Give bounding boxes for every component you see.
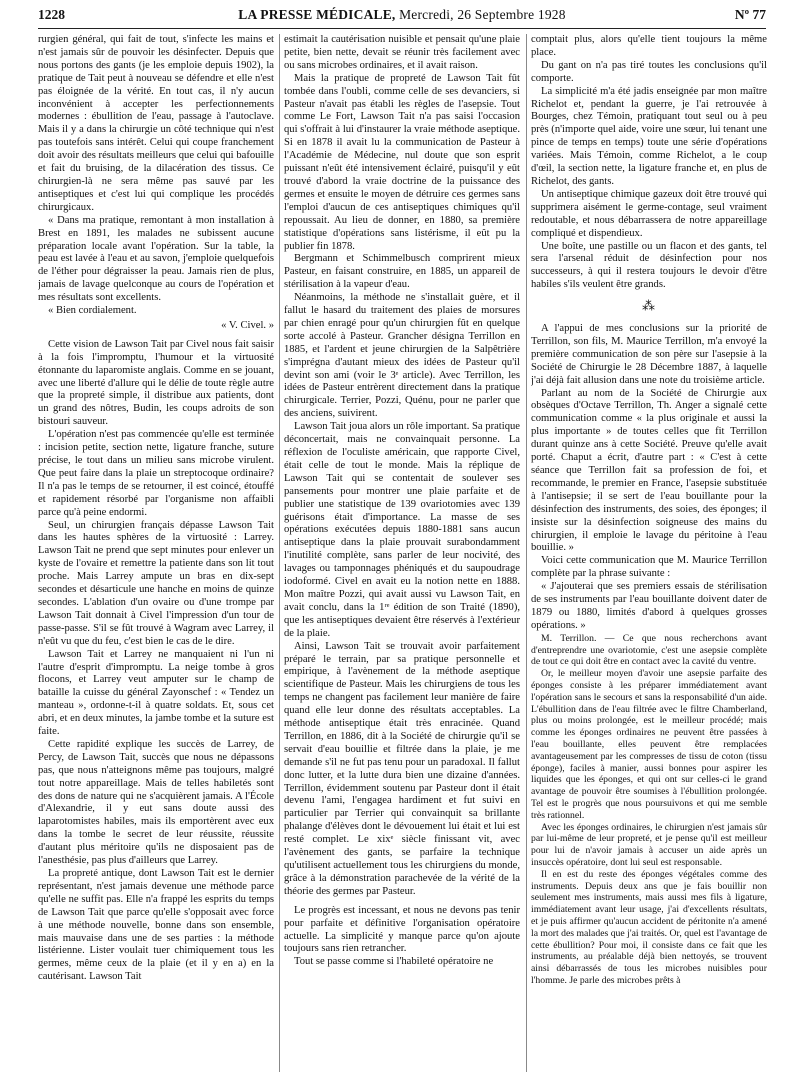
paragraph: Du gant on n'a pas tiré toutes les conclusions qu'il comporte. [531,59,767,84]
column-rule-1 [279,34,280,1072]
paragraph: Or, le meilleur moyen d'avoir une asepsie parfaite des éponges consiste à les préparer immédiatement avant l'opération sans le secours et sans la responsabilité d'un aide. L'ébullition dans de l'eau filtrée avec le filtre Chamberland, plus ou moins prolongée, est le meilleur procédé; mais comme les éponges ordinaires ne peuvent être passées à l'eau bouillante, elles peuvent être remplacées avantageusement par les compresses de tissu de coton (tissu éponge), faciles à manier, aussi bonnes pour aspirer les liquides que les éponges, et qui ont sur celles-ci le grand avantage de pouvoir être soumises à l'ébullition prolongée. Tel est le progrès que nous poursuivons et qui me semble très rationnel. [531,668,767,821]
paragraph: L'opération n'est pas commencée qu'elle est terminée : incision petite, section nette, ligature franche, suture précise, le tout dans un milieu sans microbe virulent. Que peut faire dans la plaie un streptocoque ordinaire? Il n'a pas le temps de se retourner, il est coincé, étouffé et rapidement résorbé par l'organisme non affaibli parce qu'à peine endormi. [38,429,274,518]
page-header [38,6,766,29]
page-number: 1228 [38,7,65,22]
column-1 [38,34,274,1074]
issue-date: Mercredi, 26 Septembre 1928 [399,7,566,22]
quoted-communication [531,633,767,987]
letter-signature: « V. Civel. » [221,319,274,331]
section-separator-asterism: ⁂ [642,298,656,314]
paragraph: Néanmoins, la méthode ne s'installait guère, et il fallut le hasard du traitement des plaies de morsures par chien enragé pour qu'un chirurgien fût en quelque sorte accolé à Pasteur. Grancher désigna Terrillon en 1885, et l'ardent et jeune chirurgien de la Salpêtrière s'imprégna d'autant mieux des idées de Pasteur qu'il devint son ami (voir le 3ᵉ article). Avec Terrillon, les idées de Pasteur entrèrent directement dans la pratique chirurgicale. Terrier, Pozzi, Quénu, pour ne parler que des anciens, suivirent. [284,292,520,420]
paragraph: Mais la pratique de propreté de Lawson Tait fût tombée dans l'oubli, comme celle de ses devanciers, si Pasteur n'avait pas établi les règles de l'asepsie. Tout comme Le Fort, Lawson Tait n'a pas saisi l'occasion qui s'offrait à lui d'instaurer la vraie méthode aseptique. Si en 1878 il avait lu la communication de Pasteur à l'Académie de Médecine, nul doute que son esprit puissant n'eût été intensivement éclairé, puisqu'il y eût trouvé d'abord la vraie doctrine de la puissance des germes et ensuite le moyen de détruire ces germes sans l'emploi d'aucun de ces antiseptiques chimiques qu'il repoussait. Au lieu de donner, en 1880, sa première statistique d'opérations sans listérisme, il eût pu la publier fin 1878. [284,72,520,252]
paragraph: Un antiseptique chimique gazeux doit être trouvé qui supprimera aisément le germe-contage, seul vraiment redoutable, et nous débarrassera de notre appareillage compliqué et dispendieux. [531,188,767,239]
paragraph: Lawson Tait et Larrey ne manquaient ni l'un ni l'autre d'esprit d'impromptu. La neige tombe à gros flocons, et Larrey veut amputer sur le champ de bataille la cuisse du général Zayonschef : « Tendez un manteau », ordonne-t-il à quatre soldats. Et, sous cet abri, et en deux minutes, la jambe tombe et la suture est faite. [38,648,274,738]
paragraph: Seul, un chirurgien français dépasse Lawson Tait dans les hautes sphères de la virtuosité : Larrey. Lawson Tait ne prend que sept minutes pour enlever un kyste de l'ovaire et remettre la patiente dans son lit tout proche. Mais Larrey ampute un bras en dix-sept secondes et désarticule une hanche en moins de quinze secondes. L'ablation d'un ovaire ou d'une trompe par Lawson Tait donnait à Civel l'impression d'un tour de passe-passe. S'il se fût trouvé à Wagram avec Larrey, il n'eût vu que du feu, c'est bien le cas de le dire. [38,519,274,647]
paragraph: Tout se passe comme si l'habileté opératoire ne [294,956,494,968]
paragraph: Le progrès est incessant, et nous ne devons pas tenir pour parfaite et définitive l'organisation opératoire actuelle. La simplicité y manque parce qu'on ajoute toujours sans rien retrancher. [284,904,520,955]
paragraph: Lawson Tait joua alors un rôle important. Sa pratique déconcertait, mais ne convainquait personne. La réflexion de l'oculiste américain, que rapporte Civel, était celle de tout le monde. Mais la réplique de Lawson Tait qui se contentait de soulever ses pansements pour montrer une plaie parfaite et de publier une statistique de 139 ovariotomies avec 139 guérisons était d'importance. La masse de ses opérations exécutées depuis 1880-1881 sans aucun antiseptique dans la plaie prouvait surabondamment l'inutilité complète, sans parler de leur nocivité, des lavages ou tamponnages phéniqués et du saupoudrage iodoformé. Civel en avait eu la notion nette en 1888. Mon maître Pozzi, qui avait aussi vu Lawson Tait, en avait conclu, dans la 1ʳᵉ édition de son Traité (1890), que les antiseptiques devaient être réservés à l'extérieur de la plaie. [284,421,520,639]
column-2 [284,34,520,1074]
paragraph: Avec les éponges ordinaires, le chirurgien n'est jamais sûr par lui-même de leur propreté, et je pense qu'il est meilleur pour lui de n'avoir jamais à accuser un aide après un insuccès opératoire, dont lui seul est responsable. [531,821,767,868]
paragraph: La propreté antique, dont Lawson Tait est le dernier représentant, n'est jamais devenue une méthode parce qu'elle ne suffit pas. Elle n'a frappé les esprits du temps de Lawson Tait que parce qu'elle s'opposait avec force à une méthode nouvelle, bonne dans son ensemble, mais mauvaise dans une de ses parties : la méthode listérienne. Lister voulait tuer chimiquement tous les germes, même ceux de la plaie (et il y en a) en la cautérisant. Lawson Tait [38,868,274,983]
paragraph: Cette vision de Lawson Tait par Civel nous fait saisir à la fois l'impromptu, l'humour et la virtuosité étonnante du laparomiste anglais. Comme en se jouant, avec une liberté d'allure qui le délie de toute règle autre que la propreté simple, il distribue aux patients, dont un grand des nôtres, Budin, les coups adroits de son bistouri sauveur. [38,338,274,428]
publication-title: LA PRESSE MÉDICALE, [238,7,396,22]
paragraph: Bergmann et Schimmelbusch comprirent mieux Pasteur, en faisant construire, en 1885, un appareil de stérilisation à la vapeur d'eau. [284,253,520,291]
paragraph: rurgien général, qui fait de tout, s'infecte les mains et n'est jamais sûr de pouvoir les désinfecter. Depuis que nous portons des gants (je les emploie depuis 1902), la pratique de Tait peut à nouveau se défendre et elle n'est pas éloignée de la vérité. En tout cas, il n'y aucun inconvénient à accepter les perfectionnements modernes : ébullition de l'eau, passage à l'autoclave. Mais il y a dans la chirurgie un côté technique qui n'est pas toutefois sans intérêt. Celui qui coupe franchement doit avoir des résultats meilleurs que celui qui bafouille et fait du bruising, de la dilacération des tissus. Ce chirurgien-là ne sera même pas sauvé par les antiseptiques et c'est lui qui complique les procédés chirurgicaux. [38,34,274,213]
paragraph: Il en est du reste des éponges végétales comme des instruments. Depuis deux ans que je fais bouillir non seulement mes instruments, mais aussi mes fils à ligature, immédiatement avant leur usage, j'ai d'excellents résultats, et je puis affirmer qu'aucun accident de péritonite n'a amené la mort des malades que j'ai traités. Or, quel est l'avantage de cette ébullition? Pour moi, il consiste dans ce fait que les instruments, au préalable déjà bien nettoyés, se trouvent ainsi débarrassés de tous les microbes nuisibles pour l'homme. Je parle des microbes prêts à [531,868,767,986]
paragraph: La simplicité m'a été jadis enseignée par mon maître Richelot et, pendant la guerre, je l'ai retrouvée à Bourges, chez Témoin, pratiquant tout seul ou à peu près (n'importe quel aide, voire une sœur, lui tenant une pince de temps en temps) toute une série d'opérations variées. Mais Témoin, comme Richelot, a le coup d'œil, la section nette, la ligature franche et, en plus de Richelot, des gants. [531,85,767,187]
paragraph: A l'appui de mes conclusions sur la priorité de Terrillon, son fils, M. Maurice Terrillon, m'a envoyé la première communication de son père sur l'asepsie à la Société de Chirurgie le 28 Décembre 1887, à laquelle j'ai déjà fait allusion dans une note du troisième article. [531,323,767,386]
paragraph: comptait plus, alors qu'elle tient toujours la même place. [531,34,767,58]
paragraph: « J'ajouterai que ses premiers essais de stérilisation de ses instruments par l'eau bouillante doivent dater de 1879 ou 1880, limités d'abord à quelques grosses opérations. » [531,581,767,631]
paragraph: estimait la cautérisation nuisible et pensait qu'une plaie petite, bien nette, devait se réunir très facilement avec ou sans microbes ordinaires, et il avait raison. [284,34,520,71]
paragraph: Voici cette communication que M. Maurice Terrillon complète par la phrase suivante : [531,555,767,580]
paragraph: Une boîte, une pastille ou un flacon et des gants, tel sera l'arsenal réduit de désinfection pour nos successeurs, à qui il restera toujours le devoir d'être habiles s'ils veulent être grands. [531,240,767,291]
issue-number: Nº 77 [734,7,766,22]
paragraph: Parlant au nom de la Société de Chirurgie aux obsèques d'Octave Terrillon, Th. Anger a signalé cette communication comme « la plus originale et aussi la plus importante » de toutes celles que fit Terrillon durant quinze ans à cette Société. Preuve qu'elle avait porté. Chaput a écrit, d'autre part : « C'est à cette séance que Terrillon fait sa profession de foi, et recommande, le premier en France, l'asepsie substituée à l'antisepsie; il se sert de l'eau bouillante pour la désinfection des instruments, des soies, des éponges; il insiste sur la désinfection soigneuse des mains du chirurgien, il emploie le lavage du péritoine à l'eau bouillie. » [531,387,767,554]
column-rule-2 [526,34,527,1072]
paragraph: « Bien cordialement. [48,305,137,317]
paragraph: Cette rapidité explique les succès de Larrey, de Percy, de Lawson Tait, succès que nous ne dépassons pas, que nous n'atteignons même pas toujours, malgré tout notre appareillage. Mais de telles habiletés sont des dons de nature qui ne s'acquièrent jamais. A l'École d'Alexandrie, il y eut sans doute aussi des laparotomistes habiles, mais ils emportèrent avec eux dans la tombe le secret de leur réussite, réussite d'autant plus méritoire qu'ils ne disposaient pas de l'anesthésie, pas plus d'ailleurs que Larrey. [38,738,274,867]
paragraph: Ainsi, Lawson Tait se trouvait avoir parfaitement préparé le terrain, par sa pratique personnelle et empirique, à l'avènement de la méthode aseptique scientifique de Pasteur. Mais les chirurgiens de tous les temps ne changent pas facilement leur manière de faire quand elle leur donne des résultats acceptables. La méthode antiseptique était très enracinée. Quand Terrillon, en 1886, dit à la Société de chirurgie qu'il se servait d'eau bouillie et filtrée dans la plaie, je me demande s'il ne fut pas tenu pour un paradoxal. Il fallut donc lutter, et la lutte dura bien une dizaine d'années. Terrillon, évidemment soutenu par Pasteur dont il était devenu l'ami, l'engagea hardiment et fut suivi en particulier par Terrier qui convainquit sa brillante phalange d'élèves dont le dévouement lui était et lui est resté complet. Le xixᵉ siècle finissant vit, avec l'avènement des gants, se parfaire la technique qu'utilisent actuellement tous les chirurgiens du monde, grâce à la démonstration parachevée de la vérité de la théorie des germes par Pasteur. [284,640,520,897]
running-title [38,7,766,23]
column-3 [531,34,767,1074]
paragraph: M. Terrillon. — Ce que nous recherchons avant d'entreprendre une ovariotomie, c'est une asepsie complète de tout ce qui doit être en contact avec la cavité du ventre. [531,632,767,668]
paragraph: « Dans ma pratique, remontant à mon installation à Brest en 1891, les malades ne subissent aucune préparation locale avant l'opération. Sur la table, la peau est lavée à l'eau et au savon, j'emploie quelquefois de l'éther pour dégraisser la peau. Jamais rien de plus, jamais de lavage quelconque au cours de l'opération et mes résultats sont excellents. [38,214,274,304]
